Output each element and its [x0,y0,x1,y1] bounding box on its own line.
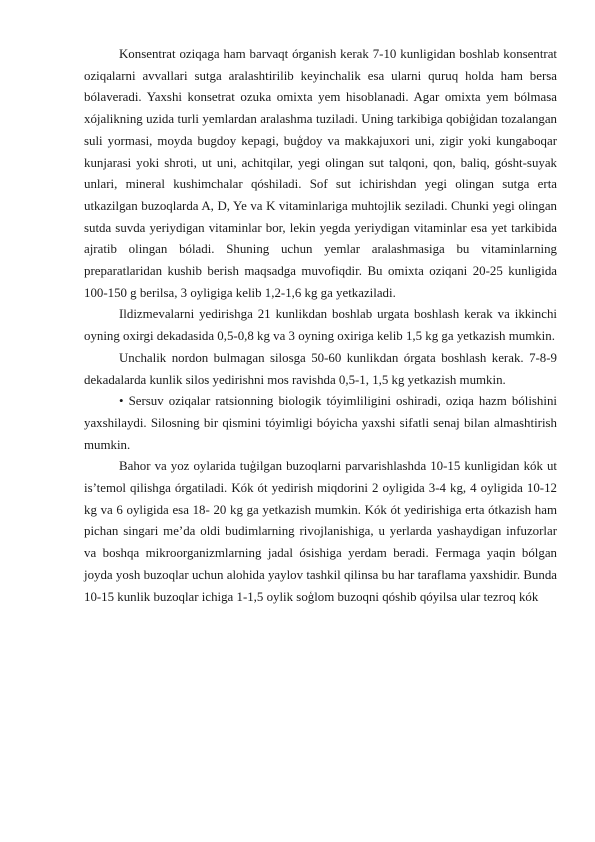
paragraph-succulent-feed: • Sersuv oziqalar ratsionning biologik tóyimliligini oshiradi, oziqa hazm bólishini yaxshilaydi. Silosning bir qismini tóyimligi bóyicha yaxshi sifatli senaj bilan almashtirish mumkin. [84,394,557,452]
paragraph-concentrate-feed: Konsentrat oziqaga ham barvaqt órganish kerak 7-10 kunligidan boshlab konsentrat oziqalarni avvallari sutga aralashtirilib keyinchalik esa ularni quruq holda ham bersa bólaveradi. Yaxshi konsetrat ozuka omixta yem hisoblanadi. Agar omixta yem bólmasa xójalikning uzida turli yemlardan aralashma tuziladi. Uning tarkibiga qobiģidan tozalangan suli yormasi, moyda bugdoy kepagi, buģdoy va makkajuxori uni, zigir yoki kungaboqar kunjarasi yoki shroti, ut uni, achitqilar, yegi olingan sut talqoni, qon, baliq, gósht-suyak unlari, mineral kushimchalar qóshiladi. Sof sut ichirishdan yegi olingan sutga erta utkazilgan buzoqlarda A, D, Ye va K vitaminlariga muhtojlik seziladi. Chunki yegi olingan sutda suvda yeriydigan vitaminlar bor, lekin yegda yeriydigan vitaminlar esa yet tarkibida ajratib olingan bóladi. Shuning uchun yemlar aralashmasiga bu vitaminlarning preparatlaridan kushib berish maqsadga muvofiqdir. Bu omixta oziqani 20-25 kunligida 100-150 g berilsa, 3 oyligiga kelib 1,2-1,6 kg ga yetkaziladi. [84,47,557,300]
paragraph-green-grass: Bahor va yoz oylarida tuģilgan buzoqlarni parvarishlashda 10-15 kunligidan kók ut is’temol qilishga órgatiladi. Kók ót yedirish miqdorini 2 oyligida 3-4 kg, 4 oyligida 10-12 kg va 6 oyligida esa 18- 20 kg ga yetkazish mumkin. Kók ót yedirishiga erta ótkazish ham pichan singari me’da oldi budimlarning rivojlanishiga, u yerlarda yashaydigan infuzorlar va boshqa mikroorganizmlarning jadal ósishiga yerdam beradi. Fermaga yaqin bólgan joyda yosh buzoqlar uchun alohida yaylov tashkil qilinsa bu har taraflama yaxshidir. Bunda 10-15 kunlik buzoqlar ichiga 1-1,5 oylik soģlom buzoqni qóshib qóyilsa ular tezroq kók [84,459,557,604]
document-page [84,44,557,608]
paragraph-root-vegetables: Ildizmevalarni yedirishga 21 kunlikdan boshlab urgata boshlash kerak va ikkinchi oyning oxirgi dekadasida 0,5-0,8 kg va 3 oyning oxiriga kelib 1,5 kg ga yetkazish mumkin. [84,307,557,344]
paragraph-silage: Unchalik nordon bulmagan silosga 50-60 kunlikdan órgata boshlash kerak. 7-8-9 dekadalarda kunlik silos yedirishni mos ravishda 0,5-1, 1,5 kg yetkazish mumkin. [84,350,557,387]
